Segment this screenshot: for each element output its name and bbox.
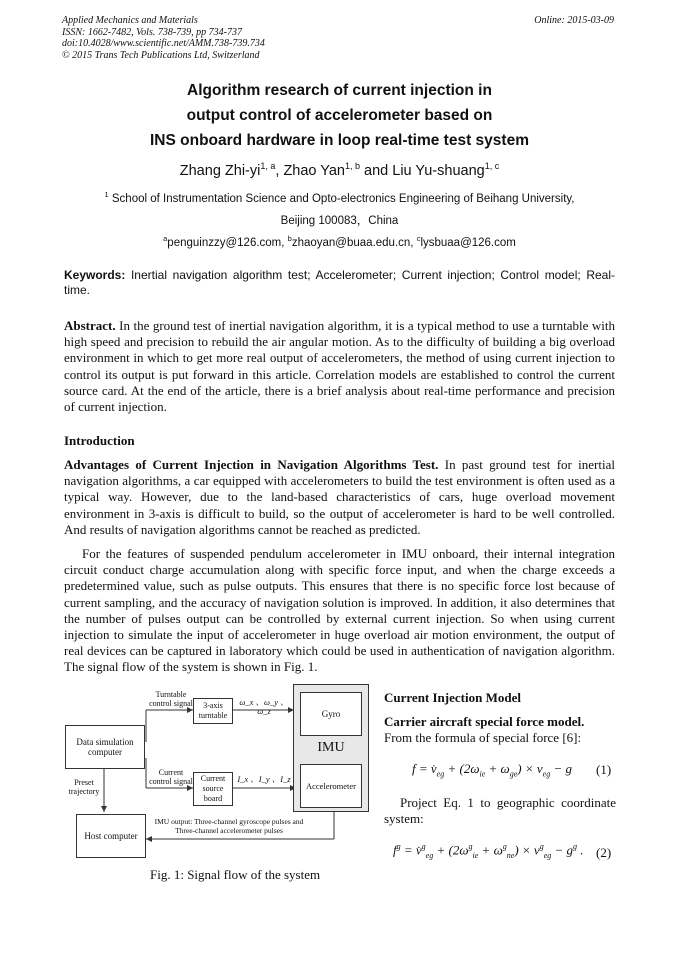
author-2: Zhao Yan: [283, 162, 345, 179]
equation-2: $f^g$ = v̇$^g_{eg}$ + $(2\omega^g_{ie} + \omega^g_{ne}) \times v^g_{eg} - g^g$ .: [393, 842, 584, 860]
abstract: Abstract. In the ground test of inertial navigation algorithm, it is a typical method to use a turntable with high speed and precision to rebuild the air angular motion. As to the difficulty of building a big overload environment in which to get more real output of accelerometers, the method of using current injection to control its output is put forward in this article. Correlation models are established to control the current source card. At the end of the article, there is a brief analysis about real-time performance and precision of current injection.: [64, 318, 615, 415]
author-3: Liu Yu-shuang: [392, 162, 485, 179]
title-line-1: Algorithm research of current injection in: [187, 82, 492, 99]
journal-header: [62, 15, 265, 61]
author-list: Zhang Zhi-yi$^{1, a}$, Zhao Yan$^{1, b}$ and Liu Yu-shuang$^{1, c}$: [179, 161, 500, 179]
intro-paragraph-1: Advantages of Current Injection in Navigation Algorithms Test. In past ground test for inertial navigation algorithms, a car equipped with accelerometers to build the test environment is often used as a typical way. However, due to the land-based characteristics of cars, huge overload movement environment in 3-axis is difficult to build, so the output of accelerometer is hard to be well controlled. And results of navigation algorithms cannot be reached as predicted.: [64, 457, 615, 537]
affiliation-line-2: Beijing 100083，China: [280, 215, 399, 227]
online-date: Online: 2015-03-09: [534, 15, 614, 26]
imu-label: IMU: [317, 740, 345, 755]
email-a: penguinzzy@126.com,: [167, 236, 288, 249]
keywords: Keywords: Inertial navigation algorithm test; Accelerometer; Current injection; Control model; Real-time.: [64, 268, 615, 297]
current-xyz-label: I_x 、I_y 、I_z: [237, 774, 291, 784]
journal-name: Applied Mechanics and Materials: [62, 15, 198, 26]
equation-2-number: (2): [596, 845, 612, 860]
subheading-special-force: Carrier aircraft special force model.: [384, 714, 585, 729]
title-line-3: INS onboard hardware in loop real-time test system: [150, 132, 529, 149]
accelerometer-box: Accelerometer: [300, 764, 362, 808]
imu-output-label: IMU output: Three-channel gyroscope pulses and Three-channel accelerometer pulses: [154, 817, 304, 835]
email-b: zhaoyan@buaa.edu.cn,: [291, 236, 417, 249]
section-heading-introduction: Introduction: [64, 433, 135, 448]
equation-1: $f = v̇_{eg} + (2\omega_{ie} + \omega_{ge}) \times v_{eg} - g$: [412, 761, 573, 779]
title-line-2: output control of accelerometer based on: [186, 107, 493, 124]
figure-signal-flow: [64, 684, 369, 856]
paragraph-formula-intro: From the formula of special force [6]:: [384, 730, 582, 745]
equation-1-number: (1): [596, 762, 612, 777]
data-simulation-computer-box: Data simulation computer: [65, 725, 145, 769]
issn: ISSN: 1662-7482, Vols. 738-739, pp 734-737: [62, 26, 242, 38]
host-computer-box: Host computer: [76, 814, 146, 858]
figure-caption: Fig. 1: Signal flow of the system: [150, 867, 321, 882]
doi: doi:10.4028/www.scientific.net/AMM.738-739.734: [62, 38, 265, 49]
author-1: Zhang Zhi-yi: [179, 162, 261, 179]
section-heading-current-injection: Current Injection Model: [384, 690, 521, 705]
email-line: $^a$penguinzzy@126.com, $^b$zhaoyan@buaa.edu.cn, $^c$lysbuaa@126.com: [163, 234, 516, 249]
intro-paragraph-2: For the features of suspended pendulum accelerometer in IMU onboard, their internal integration circuit conduct charge accumulation along with specific force input, and when the charge exceeds a predetermined value, such as pulse outputs. This ensures that there is no specific force lost because of current sampling, and the accuracy of navigation solution is improved. In addition, it also determines that the number of pulses output can be controlled by external current injection. So when using current injection to simulate the input of accelerometer in huge overload air motion environment, the output of real devices can be captured in laboratory which could be used in authentication of navigation algorithm. The signal flow of the system is shown in Fig. 1.: [64, 546, 615, 675]
preset-trajectory-label: Preset trajectory: [68, 778, 100, 796]
copyright: © 2015 Trans Tech Publications Ltd, Switzerland: [62, 49, 260, 61]
paragraph-project-eq: Project Eq. 1 to geographic coordinate system:: [384, 795, 616, 826]
omega-label: ω_x 、ω_y 、ω_z: [239, 697, 289, 716]
turntable-box: 3-axis turntable: [193, 698, 233, 724]
gyro-box: Gyro: [300, 692, 362, 736]
current-signal-label: Current control signal: [149, 768, 193, 786]
turntable-signal-label: Turntable control signal: [149, 690, 193, 708]
current-source-board-box: Current source board: [193, 772, 233, 806]
affiliation-line-1: $^1$ School of Instrumentation Science and Opto-electronics Engineering of Beihang University,: [104, 190, 575, 205]
email-c: lysbuaa@126.com: [420, 236, 516, 249]
